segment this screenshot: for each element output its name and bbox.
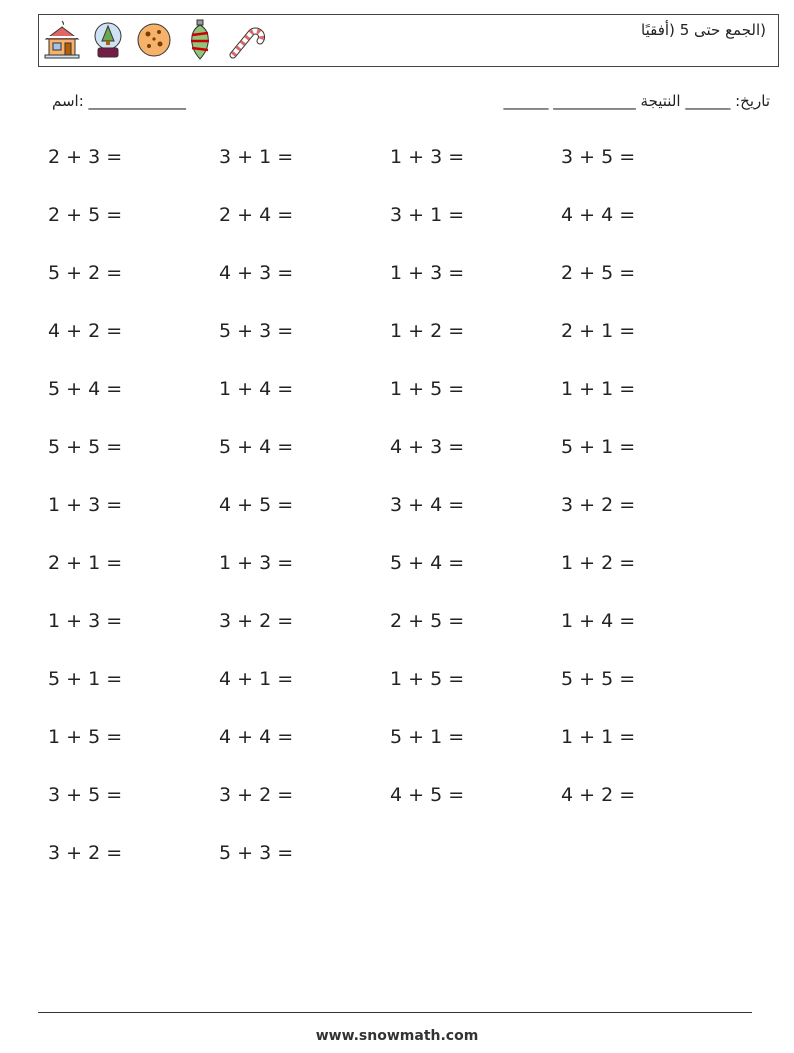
- problem: 4 + 2 =: [561, 784, 636, 806]
- problem: 1 + 2 =: [561, 552, 636, 574]
- problem: 4 + 4 =: [561, 204, 636, 226]
- problem-row: [48, 668, 732, 726]
- problem: 2 + 5 =: [561, 262, 636, 284]
- problem: 2 + 3 =: [48, 146, 123, 168]
- problem: 5 + 2 =: [48, 262, 123, 284]
- problem: 1 + 4 =: [561, 610, 636, 632]
- problem: 4 + 3 =: [390, 436, 465, 458]
- problem: 3 + 4 =: [390, 494, 465, 516]
- problem: 1 + 1 =: [561, 378, 636, 400]
- problem-row: [48, 146, 732, 204]
- problem: 3 + 1 =: [219, 146, 294, 168]
- date-score-label: تاريخ: ______ النتيجة ___________ ______: [503, 92, 770, 110]
- footer-website: www.snowmath.com: [315, 1028, 479, 1044]
- worksheet-title: (الجمع حتى 5 (أفقيًا: [641, 21, 766, 39]
- problem: 5 + 1 =: [561, 436, 636, 458]
- problem: 1 + 5 =: [390, 668, 465, 690]
- problem: 5 + 5 =: [561, 668, 636, 690]
- name-field-label: اسم: _____________: [52, 92, 187, 110]
- problem: 1 + 4 =: [219, 378, 294, 400]
- problem: 1 + 5 =: [48, 726, 123, 748]
- problem: 3 + 2 =: [219, 784, 294, 806]
- problem: 5 + 3 =: [219, 842, 294, 864]
- problem-row: [48, 378, 732, 436]
- problem-row: [48, 436, 732, 494]
- problem-grid: [48, 146, 732, 900]
- problem: 3 + 1 =: [390, 204, 465, 226]
- problem: 1 + 3 =: [48, 610, 123, 632]
- problem: 3 + 2 =: [561, 494, 636, 516]
- problem: 2 + 1 =: [561, 320, 636, 342]
- cookie-icon: [135, 19, 173, 61]
- snow-globe-icon: [89, 19, 127, 61]
- problem: 2 + 5 =: [48, 204, 123, 226]
- problem-row: [48, 552, 732, 610]
- house-icon: [43, 19, 81, 61]
- problem: 5 + 3 =: [219, 320, 294, 342]
- problem: 3 + 2 =: [219, 610, 294, 632]
- problem: 1 + 3 =: [390, 262, 465, 284]
- problem: 2 + 5 =: [390, 610, 465, 632]
- problem: 1 + 1 =: [561, 726, 636, 748]
- problem: 1 + 5 =: [390, 378, 465, 400]
- problem: 1 + 2 =: [390, 320, 465, 342]
- problem-row: [48, 320, 732, 378]
- ornament-icon: [181, 19, 219, 61]
- problem: 4 + 5 =: [390, 784, 465, 806]
- problem: 3 + 2 =: [48, 842, 123, 864]
- problem-row: [48, 726, 732, 784]
- problem: 5 + 5 =: [48, 436, 123, 458]
- problem: 4 + 1 =: [219, 668, 294, 690]
- footer-divider: [38, 1012, 752, 1013]
- problem-row: [48, 784, 732, 842]
- problem-row: [48, 610, 732, 668]
- problem: 5 + 1 =: [48, 668, 123, 690]
- problem: 5 + 4 =: [390, 552, 465, 574]
- problem: 2 + 1 =: [48, 552, 123, 574]
- problem-row: [48, 842, 732, 900]
- problem: 4 + 3 =: [219, 262, 294, 284]
- problem-row: [48, 262, 732, 320]
- problem: 1 + 3 =: [219, 552, 294, 574]
- problem: 1 + 3 =: [390, 146, 465, 168]
- problem: 3 + 5 =: [561, 146, 636, 168]
- header-box: [38, 14, 779, 67]
- problem: 3 + 5 =: [48, 784, 123, 806]
- icon-strip: [43, 19, 265, 61]
- problem: 4 + 4 =: [219, 726, 294, 748]
- problem: 5 + 4 =: [48, 378, 123, 400]
- problem: 5 + 1 =: [390, 726, 465, 748]
- candy-cane-icon: [227, 19, 265, 61]
- problem: 2 + 4 =: [219, 204, 294, 226]
- problem-row: [48, 204, 732, 262]
- problem: 5 + 4 =: [219, 436, 294, 458]
- problem-row: [48, 494, 732, 552]
- problem: 4 + 2 =: [48, 320, 123, 342]
- problem: 4 + 5 =: [219, 494, 294, 516]
- problem: 1 + 3 =: [48, 494, 123, 516]
